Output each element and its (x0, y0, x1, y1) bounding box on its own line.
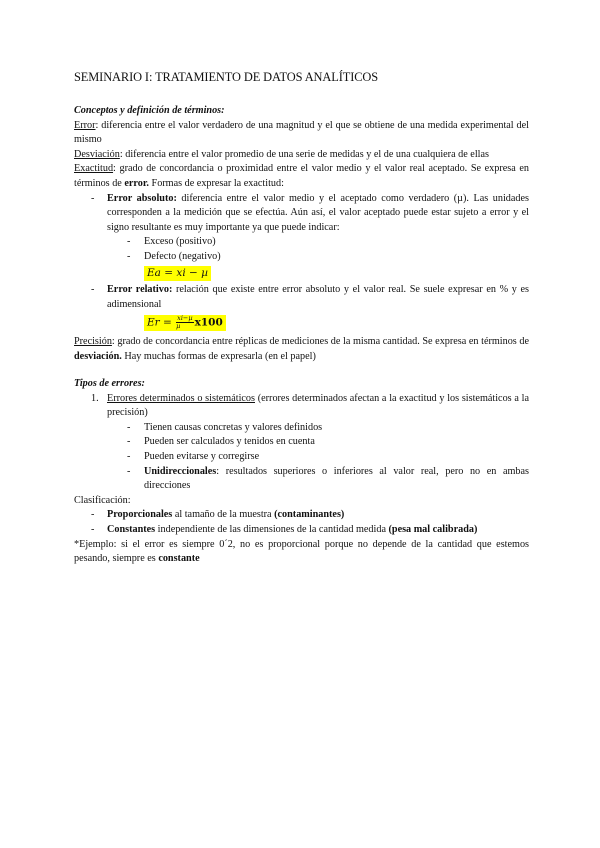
desviacion-definition (74, 148, 529, 163)
abs-formula-row (74, 266, 529, 282)
rel-formula: Er = $\frac{\text{xi−µ}}{\text{µ}}$ x100 (144, 315, 226, 331)
error-def: : diferencia entre el valor verdadero de una magnitud y el que se obtiene de una medida experimental del mismo (74, 119, 529, 146)
precision-term: Precisión (74, 336, 112, 348)
dash-bullet: - (91, 284, 95, 296)
page-title: SEMINARIO I: TRATAMIENTO DE DATOS ANALÍTICOS (74, 70, 379, 84)
types-heading: Tipos de errores: (74, 378, 145, 389)
dash-bullet: - (91, 192, 95, 204)
sub-item-defecto: - Defecto (negativo) (127, 250, 221, 262)
proporcionales-item: - Proporcionales al tamaño de la muestra (contaminantes) (91, 509, 345, 521)
sub-item-exceso: - Exceso (positivo) (127, 236, 216, 248)
sub-item-unidireccionales: - Unidireccionales: resultados superiores o inferiores al valor real, pero no en ambas direcciones (127, 465, 529, 492)
types-section (74, 377, 529, 567)
sub-item: - Pueden ser calculados y tenidos en cuenta (127, 436, 315, 448)
sub-item: - Tienen causas concretas y valores definidos (127, 421, 323, 433)
desviacion-def: : diferencia entre el valor promedio de una serie de medidas y el de una cualquiera de ellas (119, 148, 489, 160)
example-note: *Ejemplo: si el error es siempre 0´2, no es proporcional porque no depende de la cantidad que estemos pesando, siempre es constante (74, 538, 529, 565)
precision-definition: Precisión: grado de concordancia entre réplicas de mediciones de la misma cantidad. Se expresa en términos de desviación. Hay muchas formas de expresarla (en el papel) (74, 336, 529, 362)
rel-label: Error relativo: (107, 284, 173, 296)
exactitud-definition (74, 162, 529, 191)
error-term: Error (74, 119, 96, 131)
type-item-1: 1. Errores determinados o sistemáticos (errores determinados afectan a la exactitud y los sistemáticos a la precisión) (91, 392, 529, 419)
fraction: $\frac{\text{xi−µ}}{\text{µ}}$ (176, 314, 193, 331)
rel-text: relación que existe entre error absoluto y el valor real. Se suele expresar en % y es adimensional (107, 284, 530, 310)
abs-formula: Ea = xi − µ (144, 266, 211, 281)
item1-term: Errores determinados o sistemáticos (107, 392, 255, 404)
abs-label: Error absoluto: (107, 192, 177, 204)
concepts-section (74, 104, 529, 365)
exactitud-def: : grado de concordancia o proximidad entre el valor medio y el valor real aceptado. Se expresa en términos de (74, 163, 529, 189)
rel-formula-row (74, 315, 529, 331)
exactitud-tail: Formas de expresar la exactitud: (148, 177, 284, 189)
constantes-item: - Constantes independiente de las dimensiones de la cantidad medida (pesa mal calibrada) (91, 523, 478, 535)
desviacion-term: Desviación (74, 148, 120, 160)
sub-item: - Pueden evitarse y corregirse (127, 450, 260, 462)
error-definition (74, 119, 529, 148)
abs-text: diferencia entre el valor medio y el aceptado como verdadero (µ). Las unidades corresponden a la medición que se efectúa. Aún así, el valor aceptado puede estar sujeto a error y el signo resultante es muy importante ya que puede indicar: (107, 192, 529, 233)
exactitud-bold: error. (124, 177, 149, 189)
error-absoluto-item (74, 192, 529, 236)
clasificacion-label: Clasificación: (74, 494, 131, 506)
concepts-heading: Conceptos y definición de términos: (74, 105, 225, 116)
exactitud-term: Exactitud (74, 163, 114, 175)
error-relativo-item (74, 283, 529, 312)
